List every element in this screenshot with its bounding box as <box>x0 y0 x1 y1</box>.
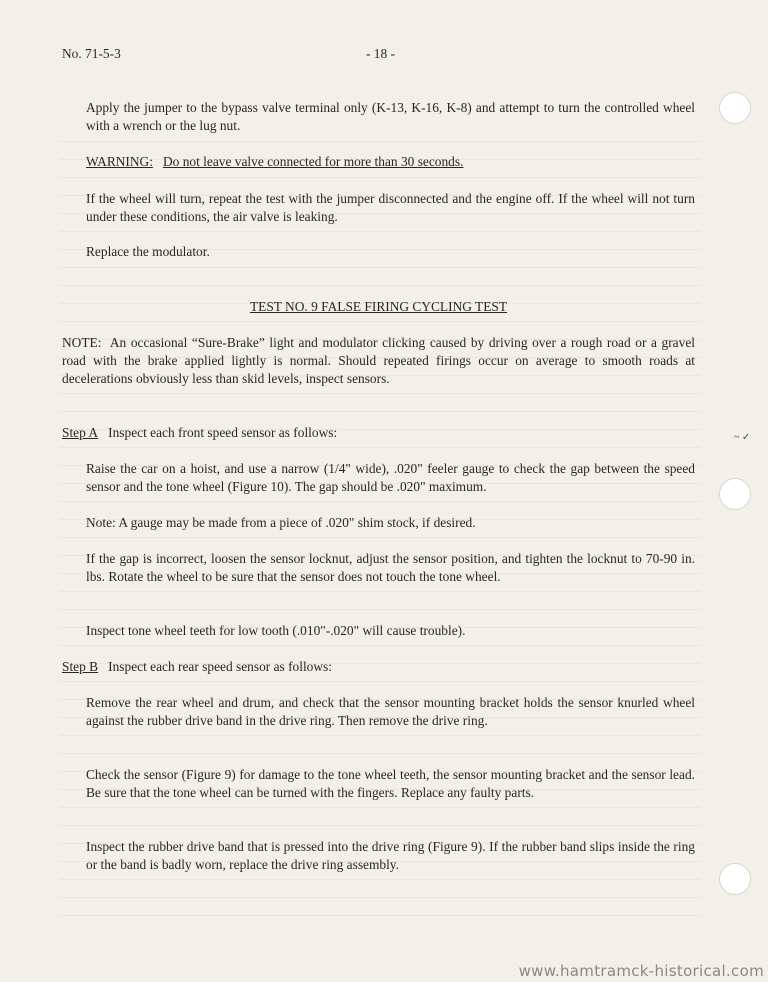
paragraph-gauge-note: Note: A gauge may be made from a piece of .020" shim stock, if desired. <box>86 515 476 530</box>
paragraph-check-sensor: Check the sensor (Figure 9) for damage to the tone wheel teeth, the sensor mounting bracket and the sensor lead. Be sure that the tone wheel can be turned with the fingers. Replace any faulty parts. <box>86 767 695 800</box>
warning-line <box>86 153 695 171</box>
warning-label: WARNING: <box>86 154 153 169</box>
paragraph-drive-band: Inspect the rubber drive band that is pressed into the drive ring (Figure 9). If the rubber band slips inside the ring or the band is badly worn, replace the drive ring assembly. <box>86 839 695 872</box>
step-a-label: Step A <box>62 425 99 440</box>
step-b-text: Inspect each rear speed sensor as follows: <box>108 659 332 674</box>
paragraph-replace-modulator: Replace the modulator. <box>86 244 210 259</box>
site-watermark: www.hamtramck-historical.com <box>518 962 764 980</box>
step-b-heading <box>62 658 695 676</box>
paragraph-gap-incorrect: If the gap is incorrect, loosen the sensor locknut, adjust the sensor position, and tighten the locknut to 70-90 in. lbs. Rotate the wheel to be sure that the sensor does not touch the tone wheel. <box>86 551 695 584</box>
paragraph-jumper: Apply the jumper to the bypass valve terminal only (K-13, K-16, K-8) and attempt to turn the controlled wheel with a wrench or the lug nut. <box>86 100 695 133</box>
note-text: An occasional “Sure-Brake” light and modulator clicking caused by driving over a rough road or a gravel road with the brake applied lightly is normal. Should repeated firings occur on average to smooth roads at decelerations obviously less than skid levels, inspect sensors. <box>62 335 695 386</box>
step-a-text: Inspect each front speed sensor as follows: <box>108 425 338 440</box>
note-label: NOTE: <box>62 335 102 350</box>
step-a-heading <box>62 424 695 442</box>
warning-text: Do not leave valve connected for more than 30 seconds. <box>163 154 464 169</box>
ink-mark: ~ ✓ <box>734 432 751 443</box>
page-number: - 18 - <box>366 46 396 61</box>
paragraph-feeler-gauge: Raise the car on a hoist, and use a narrow (1/4" wide), .020" feeler gauge to check the gap between the speed sensor and the tone wheel (Figure 10). The gap should be .020" maximum. <box>86 461 695 494</box>
section-title: TEST NO. 9 FALSE FIRING CYCLING TEST <box>249 299 508 314</box>
note-block <box>62 334 695 388</box>
step-b-label: Step B <box>62 659 99 674</box>
binder-hole-top <box>719 92 751 124</box>
paragraph-remove-wheel: Remove the rear wheel and drum, and check that the sensor mounting bracket holds the sensor knurled wheel against the rubber drive band in the drive ring. Then remove the drive ring. <box>86 695 695 728</box>
paragraph-tone-wheel-teeth: Inspect tone wheel teeth for low tooth (.010"-.020" will cause trouble). <box>86 623 466 638</box>
binder-hole-middle <box>719 478 751 510</box>
paragraph-wheel-turn: If the wheel will turn, repeat the test with the jumper disconnected and the engine off. If the wheel will not turn under these conditions, the air valve is leaking. <box>86 191 695 224</box>
document-number: No. 71-5-3 <box>62 46 121 61</box>
binder-hole-bottom <box>719 863 751 895</box>
